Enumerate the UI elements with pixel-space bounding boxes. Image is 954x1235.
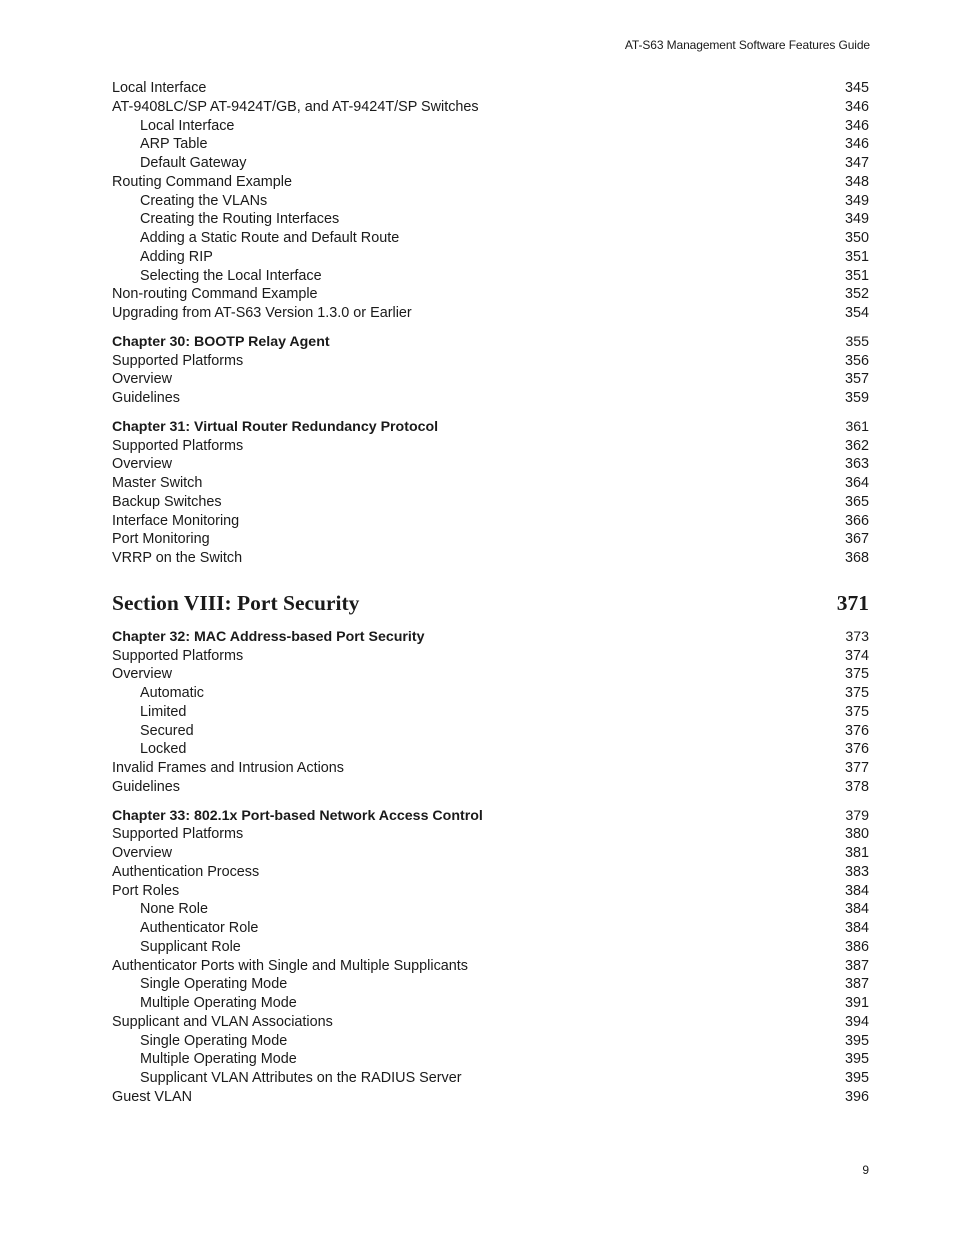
toc-entry-title: Authenticator Role: [140, 920, 259, 936]
toc-entry[interactable]: [112, 98, 869, 117]
toc-entry[interactable]: [112, 285, 869, 304]
toc-entry-title: Authenticator Ports with Single and Multiple Supplicants: [112, 957, 468, 974]
toc-entry-page: 364: [844, 475, 869, 491]
toc-subentry[interactable]: [112, 154, 869, 173]
toc-entry[interactable]: [112, 530, 869, 549]
toc-entry-page: 354: [844, 305, 869, 321]
toc-entry-page: 346: [844, 117, 869, 134]
toc-entry-page: 395: [844, 1051, 869, 1068]
toc-entry-title: Chapter 33: 802.1x Port-based Network Access Control: [112, 807, 483, 824]
toc-chapter-heading[interactable]: [112, 333, 869, 352]
toc-entry-title: Chapter 32: MAC Address-based Port Security: [112, 628, 425, 645]
toc-entry-title: Guest VLAN: [112, 1088, 192, 1105]
toc-subentry[interactable]: [112, 135, 869, 154]
toc-entry-title: Supplicant VLAN Attributes on the RADIUS Server: [140, 1070, 462, 1086]
toc-entry-title: Single Operating Mode: [140, 1032, 288, 1049]
toc-entry-page: 395: [844, 1070, 869, 1086]
toc-entry-page: 387: [844, 957, 869, 974]
toc-entry-page: 379: [845, 807, 869, 824]
toc-entry[interactable]: [112, 79, 869, 98]
toc-entry-title: Routing Command Example: [112, 173, 292, 190]
toc-entry-page: 349: [844, 192, 869, 209]
toc-entry-title: Authentication Process: [112, 863, 260, 880]
toc-entry[interactable]: [112, 352, 869, 371]
toc-entry-title: Overview: [112, 371, 172, 388]
page-number: 9: [862, 1163, 869, 1177]
toc-entry-title: Guidelines: [112, 390, 180, 406]
toc-entry-page: 381: [844, 845, 869, 861]
toc-entry[interactable]: [112, 474, 869, 493]
toc-entry-page: 373: [845, 628, 869, 645]
toc-entry-page: 367: [844, 531, 869, 548]
toc-subentry[interactable]: [112, 740, 869, 759]
toc-entry-title: Supplicant and VLAN Associations: [112, 1013, 333, 1030]
toc-entry-title: Limited: [140, 703, 187, 720]
toc-entry-page: 357: [844, 371, 869, 388]
toc-entry[interactable]: [112, 665, 869, 684]
toc-entry-page: 383: [844, 863, 869, 880]
toc-subentry[interactable]: [112, 1050, 869, 1069]
toc-entry[interactable]: [112, 493, 869, 512]
toc-entry-title: Backup Switches: [112, 493, 222, 510]
toc-entry-page: 378: [844, 778, 869, 795]
toc-entry-page: 359: [844, 390, 869, 406]
toc-entry-page: 377: [844, 760, 869, 776]
toc-entry-page: 387: [844, 976, 869, 993]
toc-entry-title: Default Gateway: [140, 155, 247, 171]
toc-entry-title: None Role: [140, 901, 208, 918]
toc-entry-title: Overview: [112, 666, 172, 683]
toc-entry-title: Adding RIP: [140, 248, 213, 265]
toc-subentry[interactable]: [112, 267, 869, 286]
toc-entry-title: Port Monitoring: [112, 531, 210, 548]
toc-entry[interactable]: [112, 647, 869, 666]
toc-entry-page: 371: [836, 590, 869, 615]
toc-entry-title: Creating the VLANs: [140, 192, 268, 209]
toc-entry-page: 363: [844, 456, 869, 473]
toc-entry-page: 376: [844, 722, 869, 739]
toc-entry-title: Upgrading from AT-S63 Version 1.3.0 or Earlier: [112, 305, 412, 321]
toc-subentry[interactable]: [112, 994, 869, 1013]
toc-entry[interactable]: [112, 549, 869, 568]
toc-entry-title: Supported Platforms: [112, 647, 244, 664]
toc-entry-title: Creating the Routing Interfaces: [140, 211, 340, 228]
toc-subentry[interactable]: [112, 117, 869, 136]
toc-entry-title: Secured: [140, 722, 194, 739]
toc-entry-title: Locked: [140, 741, 187, 758]
toc-entry[interactable]: [112, 512, 869, 531]
toc-entry-title: Supported Platforms: [112, 437, 244, 454]
toc-entry-title: VRRP on the Switch: [112, 550, 243, 566]
toc-entry-title: Supported Platforms: [112, 826, 244, 843]
toc-entry[interactable]: [112, 455, 869, 474]
toc-entry-title: Overview: [112, 456, 172, 473]
toc-entry-title: Adding a Static Route and Default Route: [140, 230, 400, 246]
toc-entry-page: 351: [844, 267, 869, 284]
toc-entry-title: AT-9408LC/SP AT-9424T/GB, and AT-9424T/SP Switches: [112, 98, 479, 115]
toc-entry-title: Multiple Operating Mode: [140, 1051, 297, 1068]
toc-subentry[interactable]: [112, 229, 869, 248]
toc-subentry[interactable]: [112, 210, 869, 229]
toc-entry[interactable]: [112, 437, 869, 456]
toc-entry-page: 362: [844, 437, 869, 454]
toc-entry-page: 361: [845, 418, 869, 435]
toc-entry-title: Chapter 31: Virtual Router Redundancy Protocol: [112, 418, 439, 435]
toc-entry-page: 350: [844, 230, 869, 246]
toc-subentry[interactable]: [112, 722, 869, 741]
toc-entry-title: Local Interface: [112, 80, 207, 96]
toc-subentry[interactable]: [112, 938, 869, 957]
toc-subentry[interactable]: [112, 919, 869, 938]
toc-entry[interactable]: [112, 882, 869, 901]
toc-entry-page: 347: [844, 155, 869, 171]
running-header-title: AT-S63 Management Software Features Guide: [624, 38, 870, 52]
table-of-contents: [112, 79, 869, 1107]
toc-entry-title: Chapter 30: BOOTP Relay Agent: [112, 333, 330, 350]
toc-entry-title: ARP Table: [140, 136, 208, 153]
toc-entry-page: 346: [844, 98, 869, 115]
toc-entry[interactable]: [112, 759, 869, 778]
toc-chapter-heading[interactable]: [112, 807, 869, 826]
toc-entry[interactable]: [112, 370, 869, 389]
toc-subentry[interactable]: [112, 248, 869, 267]
toc-subentry[interactable]: [112, 1032, 869, 1051]
toc-entry-title: Selecting the Local Interface: [140, 267, 322, 284]
toc-entry-title: Guidelines: [112, 778, 180, 795]
toc-subentry[interactable]: [112, 703, 869, 722]
toc-subentry[interactable]: [112, 684, 869, 703]
toc-entry-page: 380: [844, 826, 869, 843]
toc-entry-page: 368: [844, 550, 869, 566]
toc-entry[interactable]: [112, 304, 869, 323]
toc-entry-page: 352: [844, 286, 869, 303]
toc-chapter-heading[interactable]: [112, 628, 869, 647]
toc-entry-page: 384: [844, 920, 869, 936]
toc-entry-page: 346: [844, 136, 869, 153]
toc-entry[interactable]: [112, 173, 869, 192]
toc-entry-page: 386: [844, 938, 869, 955]
toc-entry[interactable]: [112, 1088, 869, 1107]
toc-entry-page: 376: [844, 741, 869, 758]
toc-entry-title: Interface Monitoring: [112, 512, 240, 529]
toc-entry-page: 396: [844, 1088, 869, 1105]
toc-entry-title: Non-routing Command Example: [112, 286, 318, 303]
toc-entry-page: 375: [844, 703, 869, 720]
toc-subentry[interactable]: [112, 975, 869, 994]
toc-subentry[interactable]: [112, 1069, 869, 1088]
toc-entry[interactable]: [112, 389, 869, 408]
toc-entry-title: Single Operating Mode: [140, 976, 288, 993]
toc-entry-page: 384: [844, 901, 869, 918]
toc-section-heading[interactable]: [112, 588, 869, 618]
toc-entry[interactable]: [112, 844, 869, 863]
toc-entry-page: 366: [844, 512, 869, 529]
toc-entry-page: 348: [844, 173, 869, 190]
toc-entry-title: Automatic: [140, 685, 204, 701]
toc-entry[interactable]: [112, 825, 869, 844]
toc-entry-page: 345: [844, 80, 869, 96]
toc-entry[interactable]: [112, 778, 869, 797]
toc-entry-title: Local Interface: [140, 117, 235, 134]
toc-entry-page: 356: [844, 352, 869, 369]
toc-entry[interactable]: [112, 863, 869, 882]
toc-entry-title: Supported Platforms: [112, 352, 244, 369]
toc-entry-page: 391: [844, 995, 869, 1011]
toc-chapter-heading[interactable]: [112, 418, 869, 437]
toc-entry-title: Overview: [112, 845, 172, 861]
toc-entry-title: Port Roles: [112, 882, 180, 899]
toc-entry-page: 394: [844, 1013, 869, 1030]
toc-subentry[interactable]: [112, 900, 869, 919]
toc-entry-title: Supplicant Role: [140, 938, 241, 955]
toc-entry-page: 384: [844, 882, 869, 899]
toc-entry-page: 365: [844, 493, 869, 510]
toc-entry-title: Multiple Operating Mode: [140, 995, 297, 1011]
toc-entry-page: 374: [844, 647, 869, 664]
toc-entry-title: Master Switch: [112, 475, 203, 491]
toc-entry-page: 349: [844, 211, 869, 228]
toc-subentry[interactable]: [112, 192, 869, 211]
toc-entry-page: 351: [844, 248, 869, 265]
toc-entry-page: 375: [844, 685, 869, 701]
toc-entry-title: Section VIII: Port Security: [112, 590, 360, 615]
toc-entry[interactable]: [112, 1013, 869, 1032]
toc-entry-page: 375: [844, 666, 869, 683]
toc-entry-page: 355: [845, 333, 869, 350]
toc-entry[interactable]: [112, 957, 869, 976]
toc-entry-page: 395: [844, 1032, 869, 1049]
toc-entry-title: Invalid Frames and Intrusion Actions: [112, 760, 344, 776]
